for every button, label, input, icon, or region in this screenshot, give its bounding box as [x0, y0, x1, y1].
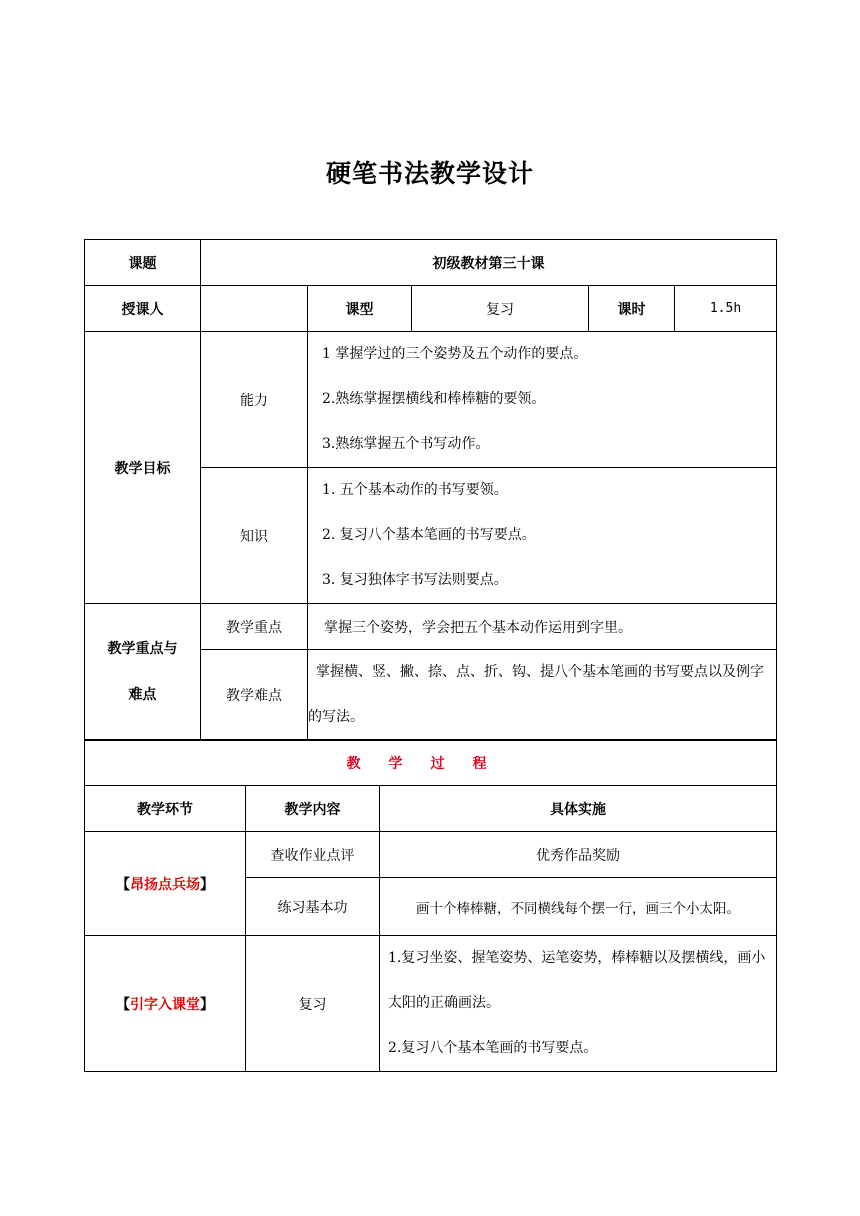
stage1-name	[85, 832, 246, 936]
difficulty-label: 教学难点	[201, 650, 308, 741]
difficulty-text: 掌握横、竖、撇、捺、点、折、钩、提八个基本笔画的书写要点以及例字的写法。	[308, 650, 777, 741]
key-points-label	[85, 604, 201, 741]
stage1-row1-impl: 优秀作品奖励	[380, 832, 777, 878]
bracket-open: 【	[116, 876, 130, 893]
lesson-type-value: 复习	[412, 286, 589, 332]
ability-item: 1 掌握学过的三个姿势及五个动作的要点。	[322, 346, 588, 362]
knowledge-label: 知识	[201, 468, 308, 604]
process-table	[84, 739, 777, 1072]
lesson-type-label: 课型	[308, 286, 412, 332]
stage1-row2-impl: 画十个棒棒糖，不同横线每个摆一行，画三个小太阳。	[380, 878, 777, 936]
ability-item: 2.熟练掌握摆横线和棒棒糖的要领。	[322, 391, 546, 407]
knowledge-item: 1. 五个基本动作的书写要领。	[322, 482, 508, 498]
knowledge-list	[308, 468, 777, 604]
stage1-row2-content: 练习基本功	[246, 878, 380, 936]
stage2-name	[85, 936, 246, 1072]
topic-label: 课题	[85, 240, 201, 286]
goals-label: 教学目标	[85, 332, 201, 604]
stage2-impl-para2: 2.复习八个基本笔画的书写要点。	[388, 1040, 598, 1056]
stage2-impl	[380, 936, 777, 1072]
bracket-close: 】	[200, 996, 214, 1013]
ability-list	[308, 332, 777, 468]
key-points-label-line1: 教学重点与	[107, 641, 178, 657]
ability-label: 能力	[201, 332, 308, 468]
lesson-info-table	[84, 239, 777, 741]
page-title: 硬笔书法教学设计	[325, 159, 534, 188]
lesson-hours-value: 1.5h	[675, 286, 777, 332]
teacher-label: 授课人	[85, 286, 201, 332]
bracket-open: 【	[116, 996, 130, 1013]
topic-value: 初级教材第三十课	[201, 240, 777, 286]
stage2-impl-para1: 1.复习坐姿、握笔姿势、运笔姿势，棒棒糖以及摆横线，画小太阳的正确画法。	[388, 950, 766, 1011]
lesson-hours-label: 课时	[589, 286, 675, 332]
bracket-close: 】	[200, 876, 214, 893]
focus-label: 教学重点	[201, 604, 308, 650]
stage2-name-core: 引字入课堂	[130, 996, 200, 1013]
col-stage-header: 教学环节	[85, 786, 246, 832]
stage1-name-core: 昂扬点兵场	[130, 876, 200, 893]
col-content-header: 教学内容	[246, 786, 380, 832]
knowledge-item: 2. 复习八个基本笔画的书写要点。	[322, 527, 536, 543]
teacher-value	[201, 286, 308, 332]
focus-text: 掌握三个姿势，学会把五个基本动作运用到字里。	[308, 604, 777, 650]
col-impl-header: 具体实施	[380, 786, 777, 832]
stage1-row1-content: 查收作业点评	[246, 832, 380, 878]
knowledge-item: 3. 复习独体字书写法则要点。	[322, 572, 508, 588]
stage2-content: 复习	[246, 936, 380, 1072]
ability-item: 3.熟练掌握五个书写动作。	[322, 436, 490, 452]
process-heading: 教学过程	[85, 740, 777, 786]
key-points-label-line2: 难点	[128, 687, 157, 703]
